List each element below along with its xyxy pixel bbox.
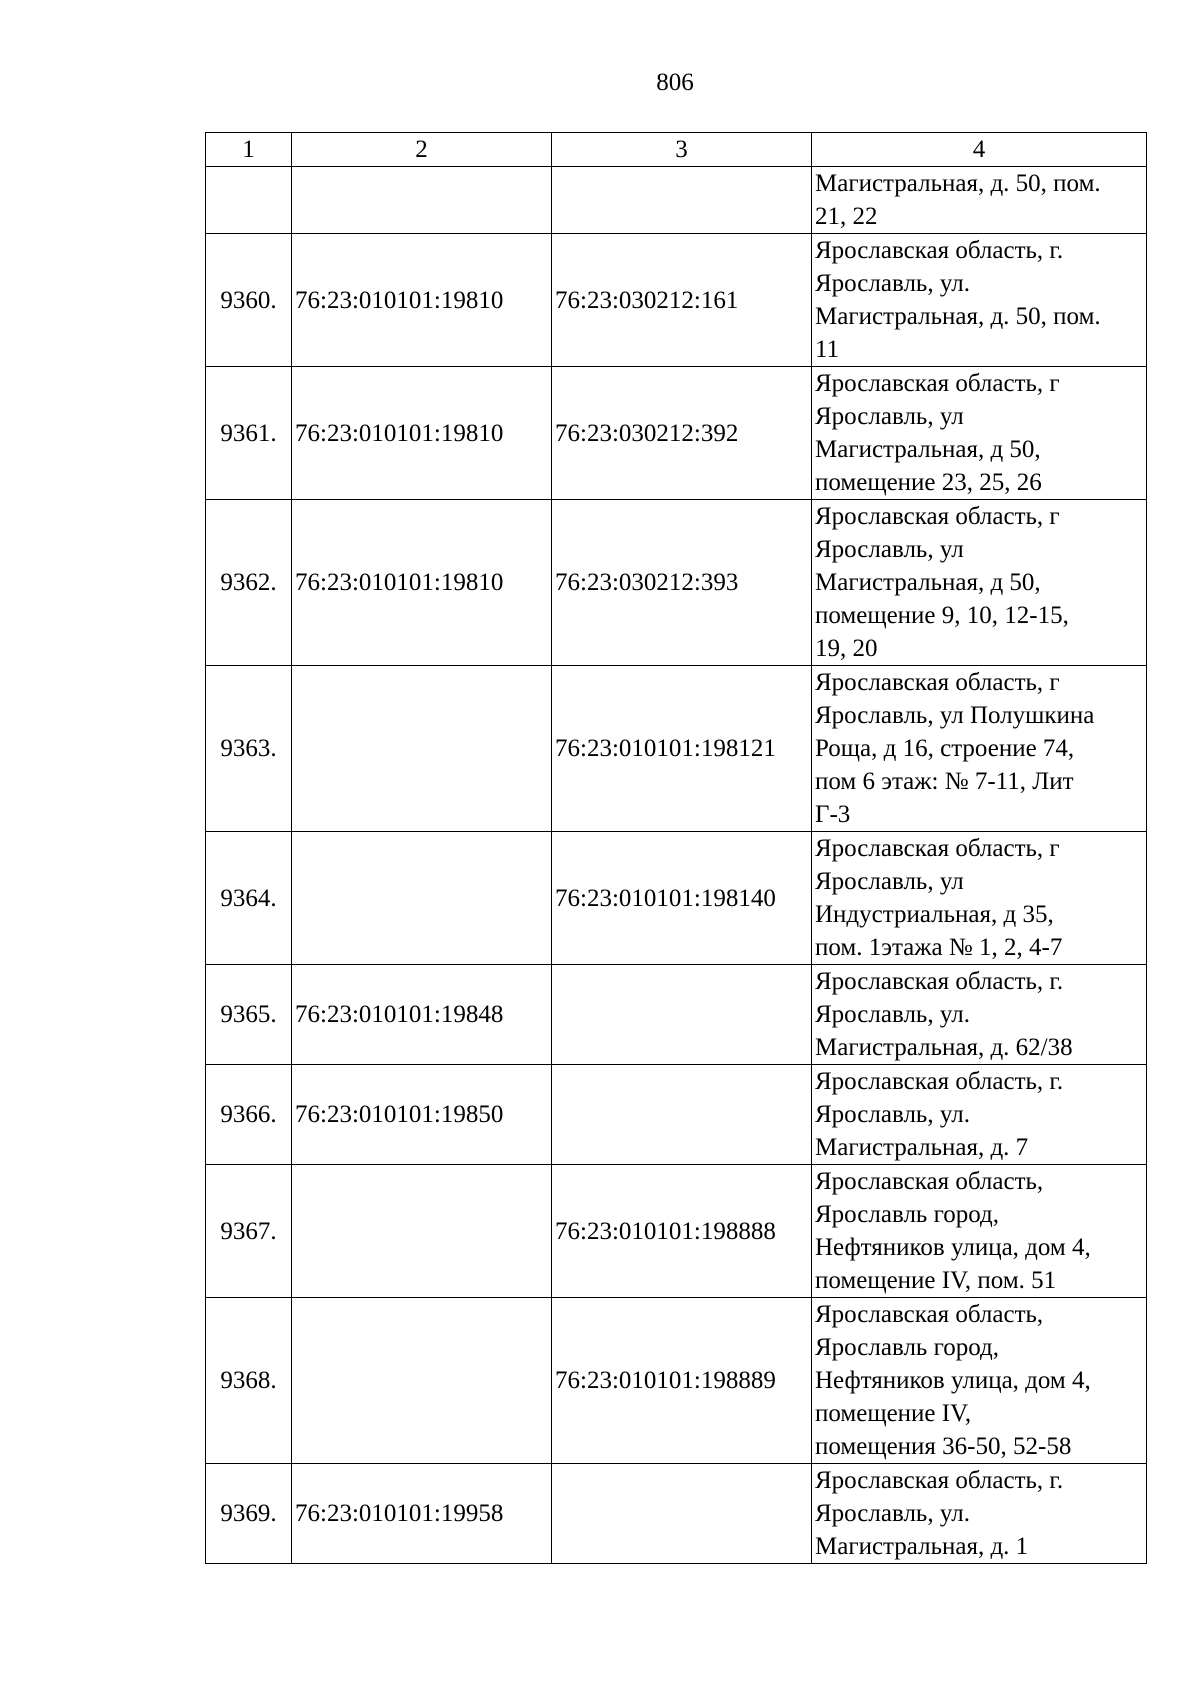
parcel-cadastral-number-cell xyxy=(292,1165,552,1298)
object-cadastral-number-cell xyxy=(552,167,812,234)
address-line: Ярославская область, г. xyxy=(815,1467,1064,1494)
parcel-cadastral-number-cell: 76:23:010101:19850 xyxy=(292,1065,552,1165)
address-cell xyxy=(812,367,1147,500)
column-header-3: 3 xyxy=(552,133,812,167)
address-line: Магистральная, д. 50, пом. xyxy=(815,170,1101,197)
parcel-cadastral-number-cell: 76:23:010101:19848 xyxy=(292,965,552,1065)
address-line: Ярославская область, xyxy=(815,1168,1044,1195)
row-number-cell: 9365. xyxy=(206,965,292,1065)
address-line: Ярославль, ул xyxy=(815,868,964,895)
address-cell xyxy=(812,167,1147,234)
address-cell xyxy=(812,234,1147,367)
object-cadastral-number-cell: 76:23:010101:198888 xyxy=(552,1165,812,1298)
table-row xyxy=(206,367,1147,500)
column-header-4: 4 xyxy=(812,133,1147,167)
address-line: помещение IV, пом. 51 xyxy=(815,1267,1057,1294)
object-cadastral-number-cell xyxy=(552,1065,812,1165)
address-cell xyxy=(812,1464,1147,1564)
parcel-cadastral-number-cell: 76:23:010101:19810 xyxy=(292,367,552,500)
page-number: 806 xyxy=(656,69,694,96)
parcel-cadastral-number-cell xyxy=(292,666,552,832)
row-number-cell: 9367. xyxy=(206,1165,292,1298)
address-cell xyxy=(812,500,1147,666)
address-line: пом 6 этаж: № 7-11, Лит xyxy=(815,768,1074,795)
parcel-cadastral-number-cell xyxy=(292,832,552,965)
address-line: Ярославская область, г xyxy=(815,370,1060,397)
table-row xyxy=(206,1165,1147,1298)
address-line: Ярославль город, xyxy=(815,1201,999,1228)
address-line: Ярославская область, г xyxy=(815,669,1060,696)
address-line: 21, 22 xyxy=(815,203,878,230)
row-number-cell: 9361. xyxy=(206,367,292,500)
table-row xyxy=(206,1065,1147,1165)
column-header-2: 2 xyxy=(292,133,552,167)
table-row xyxy=(206,500,1147,666)
table-row xyxy=(206,167,1147,234)
address-line: 11 xyxy=(815,336,840,363)
parcel-cadastral-number-cell xyxy=(292,1298,552,1464)
address-line: Нефтяников улица, дом 4, xyxy=(815,1367,1091,1394)
address-line: Ярославская область, г xyxy=(815,503,1060,530)
table-row xyxy=(206,1464,1147,1564)
address-line: Ярославль, ул xyxy=(815,403,964,430)
address-line: Ярославская область, г xyxy=(815,835,1060,862)
address-line: Ярославская область, г. xyxy=(815,237,1064,264)
address-cell xyxy=(812,666,1147,832)
registry-table xyxy=(205,132,1147,1564)
address-cell xyxy=(812,832,1147,965)
address-line: Ярославль, ул xyxy=(815,536,964,563)
address-cell xyxy=(812,1298,1147,1464)
parcel-cadastral-number-cell: 76:23:010101:19810 xyxy=(292,234,552,367)
address-line: Ярославль город, xyxy=(815,1334,999,1361)
address-line: Ярославская область, xyxy=(815,1301,1044,1328)
address-line: Ярославль, ул. xyxy=(815,1500,970,1527)
address-line: помещение 23, 25, 26 xyxy=(815,469,1042,496)
object-cadastral-number-cell: 76:23:010101:198121 xyxy=(552,666,812,832)
object-cadastral-number-cell: 76:23:030212:161 xyxy=(552,234,812,367)
object-cadastral-number-cell xyxy=(552,1464,812,1564)
table-row xyxy=(206,1298,1147,1464)
address-line: Ярославская область, г. xyxy=(815,968,1064,995)
address-line: 19, 20 xyxy=(815,635,878,662)
address-line: помещение 9, 10, 12-15, xyxy=(815,602,1069,629)
column-header-1: 1 xyxy=(206,133,292,167)
parcel-cadastral-number-cell xyxy=(292,167,552,234)
address-line: Нефтяников улица, дом 4, xyxy=(815,1234,1091,1261)
table-body xyxy=(206,167,1147,1564)
address-line: пом. 1этажа № 1, 2, 4-7 xyxy=(815,934,1063,961)
address-line: Магистральная, д. 7 xyxy=(815,1134,1029,1161)
table-row xyxy=(206,234,1147,367)
row-number-cell xyxy=(206,167,292,234)
address-line: помещения 36-50, 52-58 xyxy=(815,1433,1072,1460)
address-cell xyxy=(812,1165,1147,1298)
address-line: Магистральная, д. 50, пом. xyxy=(815,303,1101,330)
row-number-cell: 9360. xyxy=(206,234,292,367)
table-row xyxy=(206,965,1147,1065)
row-number-cell: 9368. xyxy=(206,1298,292,1464)
object-cadastral-number-cell: 76:23:010101:198140 xyxy=(552,832,812,965)
address-line: Индустриальная, д 35, xyxy=(815,901,1054,928)
table-row xyxy=(206,832,1147,965)
address-line: Роща, д 16, строение 74, xyxy=(815,735,1075,762)
parcel-cadastral-number-cell: 76:23:010101:19958 xyxy=(292,1464,552,1564)
address-line: Магистральная, д 50, xyxy=(815,436,1041,463)
address-line: Ярославль, ул. xyxy=(815,1001,970,1028)
table-header-row xyxy=(206,133,1147,167)
object-cadastral-number-cell: 76:23:030212:393 xyxy=(552,500,812,666)
address-line: Ярославская область, г. xyxy=(815,1068,1064,1095)
object-cadastral-number-cell: 76:23:010101:198889 xyxy=(552,1298,812,1464)
address-line: Магистральная, д. 62/38 xyxy=(815,1034,1073,1061)
parcel-cadastral-number-cell: 76:23:010101:19810 xyxy=(292,500,552,666)
row-number-cell: 9363. xyxy=(206,666,292,832)
address-line: Ярославль, ул. xyxy=(815,270,970,297)
address-line: Магистральная, д 50, xyxy=(815,569,1041,596)
row-number-cell: 9366. xyxy=(206,1065,292,1165)
address-line: помещение IV, xyxy=(815,1400,972,1427)
address-line: Г-3 xyxy=(815,801,851,828)
row-number-cell: 9369. xyxy=(206,1464,292,1564)
address-cell xyxy=(812,1065,1147,1165)
address-line: Магистральная, д. 1 xyxy=(815,1533,1029,1560)
row-number-cell: 9362. xyxy=(206,500,292,666)
row-number-cell: 9364. xyxy=(206,832,292,965)
address-line: Ярославль, ул. xyxy=(815,1101,970,1128)
address-line: Ярославль, ул Полушкина xyxy=(815,702,1095,729)
object-cadastral-number-cell: 76:23:030212:392 xyxy=(552,367,812,500)
address-cell xyxy=(812,965,1147,1065)
table-row xyxy=(206,666,1147,832)
object-cadastral-number-cell xyxy=(552,965,812,1065)
